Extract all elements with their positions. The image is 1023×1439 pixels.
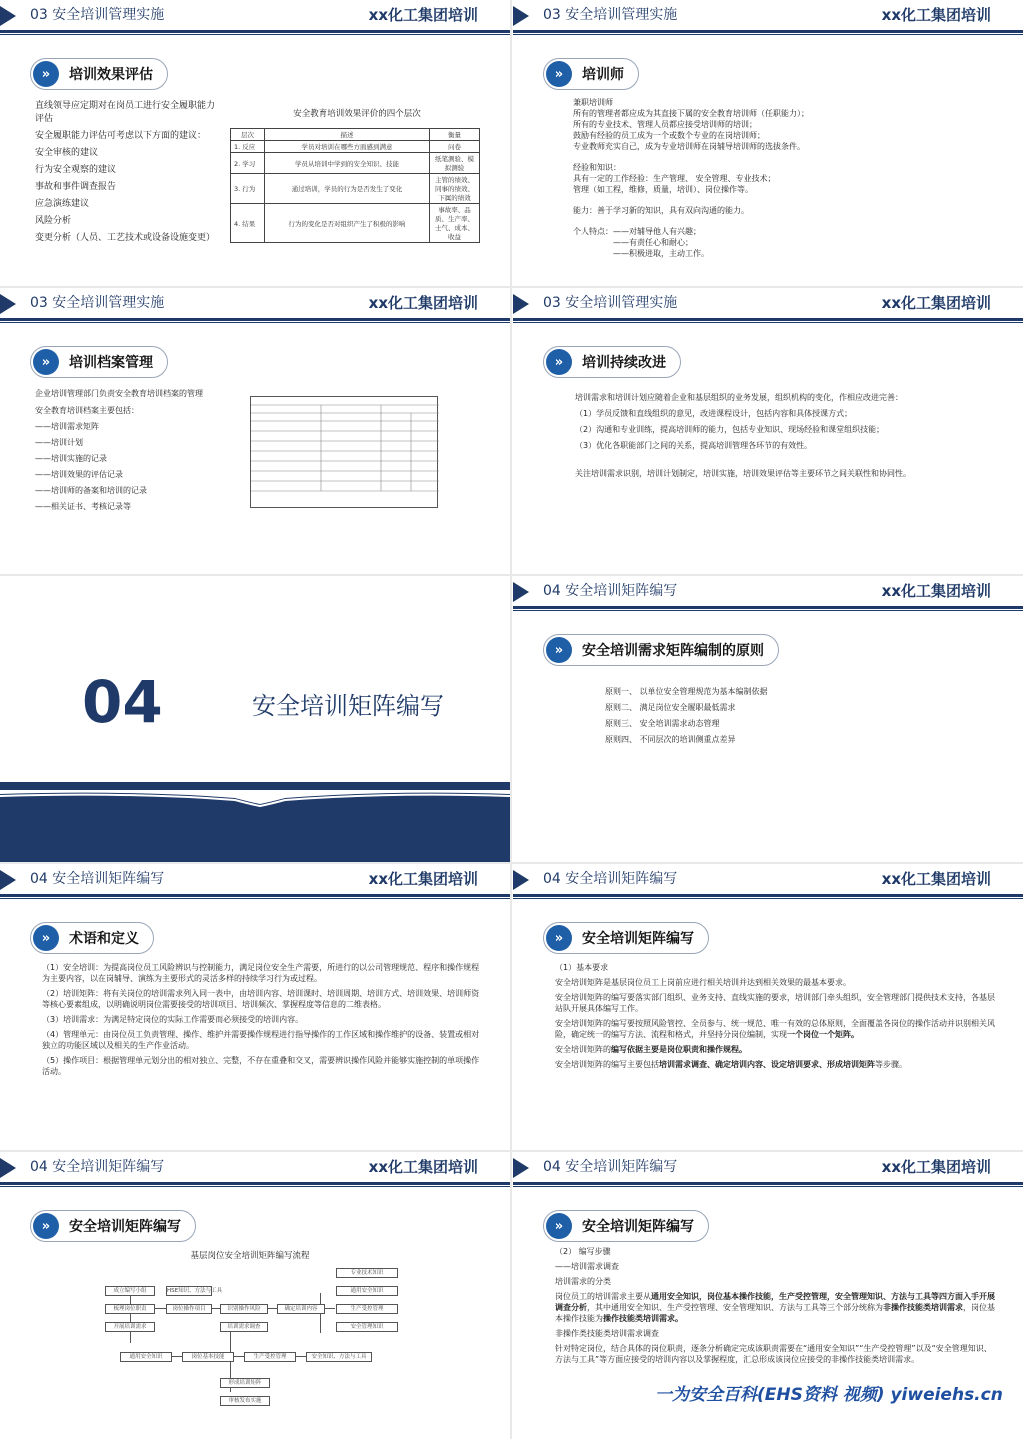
grid-divider-horizontal: [0, 1150, 1023, 1152]
topic-title: 安全培训需求矩阵编制的原则: [582, 643, 764, 659]
topic-pill: [543, 346, 681, 378]
topic-pill: [543, 922, 709, 954]
line: 经验和知识：: [573, 163, 621, 172]
para-text: 等步骤。: [875, 1060, 907, 1069]
line: ——培训计划: [35, 438, 83, 447]
subheading: （1）基本要求: [555, 963, 609, 972]
header-rule-thin: [513, 34, 1023, 35]
header-corner-icon: [513, 1158, 529, 1178]
grid-divider-horizontal: [0, 286, 1023, 288]
flow-box: 岗位基本技能: [182, 1352, 234, 1362]
para-emphasis: 非操作技能类培训需求: [883, 1303, 963, 1312]
table-header-cell: 衡量: [430, 129, 480, 141]
header-rule-thin: [0, 898, 510, 899]
header-rule: [513, 1182, 1023, 1185]
table-cell: 通过培训，学员的行为是否发生了变化: [265, 174, 430, 204]
line: 专业教师充实自己，成为专业培训师在岗辅导培训师的选拔条件。: [573, 142, 805, 151]
line: ——相关证书、考核记录等: [35, 502, 131, 511]
line: ——培训需求矩阵: [35, 422, 99, 431]
principle-item: 原则二、 满足岗位安全履职最低需求: [605, 703, 736, 712]
header-rule-thin: [0, 322, 510, 323]
table-cell: 2. 学习: [231, 153, 265, 174]
section-title: 03 安全培训管理实施: [30, 7, 165, 23]
para: 安全培训矩阵的编写要落实部门组织、业务支持、直线实施的要求，培训部门牵头组织，安全管理部门提供技术支持，各基层站队开展具体编写工作。: [555, 993, 995, 1013]
header-rule-thin: [0, 34, 510, 35]
table-header-cell: 层次: [231, 129, 265, 141]
slide-2[interactable]: [513, 0, 1023, 286]
flow-box: 开展培训需求: [105, 1322, 155, 1332]
table-row: [231, 174, 480, 204]
para-text: ，岗位基本操作技能为: [555, 1303, 995, 1323]
table-cell: 事故率、品质、生产率、士气、成本、收益: [430, 204, 480, 243]
line: 变更分析（人员、工艺技术或设备设施变更）: [35, 233, 216, 243]
double-chevron-icon: »: [546, 61, 572, 87]
section-title: 04 安全培训矩阵编写: [30, 871, 165, 887]
line: ——培训效果的评估记录: [35, 470, 123, 479]
flow-box: 通用安全知识: [336, 1286, 398, 1296]
header-corner-icon: [0, 6, 16, 26]
grid-divider-horizontal: [0, 574, 1023, 576]
table-title: 安全教育培训效果评价的四个层次: [293, 109, 421, 119]
definition-para: （3）培训需求：为满足特定岗位的实际工作需要而必须接受的培训内容。: [42, 1015, 304, 1024]
header-rule-thin: [513, 1186, 1023, 1187]
topic-pill: [30, 58, 168, 90]
line: （2） 编写步骤: [555, 1247, 611, 1256]
header-rule: [0, 30, 510, 33]
traits-block: [573, 226, 993, 259]
flowchart: [0, 1152, 510, 1438]
topic-pill: [543, 634, 779, 666]
header-rule-thin: [513, 322, 1023, 323]
line: 企业培训管理部门负责安全教育培训档案的管理: [35, 389, 203, 398]
flow-box: HSE知识、方法与工具: [167, 1288, 223, 1294]
record-form-lines: [251, 397, 439, 509]
flow-box: 生产受控管理: [336, 1304, 398, 1314]
double-chevron-icon: »: [33, 61, 59, 87]
para-text: 安全培训矩阵的编写主要包括: [555, 1060, 659, 1069]
grid-divider-vertical: [510, 0, 512, 1439]
table-row: [231, 141, 480, 153]
double-chevron-icon: »: [546, 925, 572, 951]
section-title: 03 安全培训管理实施: [543, 7, 678, 23]
table-cell: 3. 行为: [231, 174, 265, 204]
header-rule: [0, 894, 510, 897]
line: ——培训师的备案和培训的记录: [35, 486, 147, 495]
line: 非操作类技能类培训需求调查: [555, 1329, 659, 1338]
topic-title: 培训师: [582, 67, 624, 83]
brand-title: xx化工集团培训: [881, 6, 991, 24]
topic-pill: [30, 346, 168, 378]
section-title: 04 安全培训矩阵编写: [543, 871, 678, 887]
brand-title: xx化工集团培训: [881, 1158, 991, 1176]
section-title: 04 安全培训矩阵编写: [543, 1159, 678, 1175]
flow-box: 识别操作风险: [220, 1304, 268, 1314]
brand-title: xx化工集团培训: [368, 6, 478, 24]
topic-pill: [543, 1210, 709, 1242]
para-emphasis: 操作技能类培训需求。: [603, 1314, 683, 1323]
para: 安全培训矩阵是基层岗位员工上岗前应进行相关培训并达到相关效果的最基本要求。: [555, 978, 851, 987]
table-cell: 4. 结果: [231, 204, 265, 243]
line: （3）优化各职能部门之间的关系，提高培训管理各环节的有效性。: [575, 441, 813, 450]
table-header-cell: 描述: [265, 129, 430, 141]
slide-9[interactable]: [0, 1152, 510, 1438]
para: [555, 1018, 995, 1040]
para: [555, 1291, 995, 1324]
table-cell: 主管的绩效、同事的绩效、下属的绩效: [430, 174, 480, 204]
brand-title: xx化工集团培训: [881, 582, 991, 600]
table-row: [231, 204, 480, 243]
brand-title: xx化工集团培训: [368, 294, 478, 312]
line: 行为安全观察的建议: [35, 165, 117, 175]
slide-3[interactable]: [0, 288, 510, 574]
line: ——积极进取，主动工作。: [613, 249, 709, 258]
header-corner-icon: [513, 6, 529, 26]
para-emphasis: 通用安全知识，岗位基本操作技能，生产受控管理，安全管理知识、方法与工具等四方面入手开展调查分析: [555, 1292, 995, 1312]
double-chevron-icon: »: [546, 1213, 572, 1239]
para-text: 安全培训矩阵的: [555, 1045, 611, 1054]
line: 关注培训需求识别，培训计划制定，培训实施，培训效果评估等主要环节之间关联性和协同性。: [575, 469, 911, 478]
line: 具有一定的工作经验：生产管理、 安全管理、专业技术；: [573, 174, 776, 183]
para-emphasis: 一个岗位一个矩阵。: [787, 1030, 859, 1039]
table-cell: 1. 反应: [231, 141, 265, 153]
table-cell: 纸笔测验、模拟测验: [430, 153, 480, 174]
double-chevron-icon: »: [33, 349, 59, 375]
section-cover-title: 安全培训矩阵编写: [252, 692, 444, 720]
topic-title: 安全培训矩阵编写: [582, 1219, 694, 1235]
topic-title: 培训效果评估: [69, 67, 153, 83]
principle-item: 原则四、 不同层次的培训侧重点差异: [605, 735, 736, 744]
flow-box: 安全管理知识: [336, 1322, 398, 1332]
para-text: 岗位员工的培训需求主要从: [555, 1292, 651, 1301]
line: （2）沟通和专业训练，提高培训师的能力，包括专业知识、现场经验和课堂组织技能；: [575, 425, 885, 434]
flow-box: 培训需求调查: [220, 1322, 268, 1332]
line: 安全教育培训档案主要包括：: [35, 406, 139, 415]
record-form-image: [250, 396, 438, 508]
section-number: 04: [82, 668, 163, 736]
header-rule-thin: [513, 898, 1023, 899]
header-rule: [513, 606, 1023, 609]
header-corner-icon: [513, 294, 529, 314]
line: 培训需求和培训计划应随着企业和基层组织的业务发展，组织机构的变化，作相应改进完善：: [575, 393, 903, 402]
topic-pill: [543, 58, 639, 90]
slide-4[interactable]: [513, 288, 1023, 574]
body-text: [575, 390, 995, 482]
flow-box: 安全知识、方法与工具: [306, 1352, 372, 1362]
line: 事故和事件调查报告: [35, 182, 117, 192]
brand-title: xx化工集团培训: [881, 870, 991, 888]
para: [555, 1059, 995, 1070]
topic-title: 术语和定义: [69, 931, 139, 947]
principle-item: 原则一、 以单位安全管理规范为基本编制依据: [605, 687, 768, 696]
header-rule: [0, 318, 510, 321]
slide-8[interactable]: [513, 864, 1023, 1150]
flow-box: 岗位操作项目: [166, 1304, 212, 1314]
flow-box: 专业技术知识: [336, 1268, 398, 1278]
section-title: 04 安全培训矩阵编写: [30, 1159, 165, 1175]
double-chevron-icon: »: [33, 1213, 59, 1239]
topic-title: 培训档案管理: [69, 355, 153, 371]
line: 应急演练建议: [35, 199, 90, 209]
flow-box: 确定培训内容: [277, 1304, 325, 1314]
line: 兼职培训师: [573, 98, 613, 107]
header-corner-icon: [0, 870, 16, 890]
table-cell: 学员从培训中学到的安全知识、技能: [265, 153, 430, 174]
brand-title: xx化工集团培训: [368, 1158, 478, 1176]
header-rule: [513, 318, 1023, 321]
line: ——培训需求调查: [555, 1262, 619, 1271]
table-header-row: [231, 129, 480, 141]
principle-item: 原则三、 安全培训需求动态管理: [605, 719, 720, 728]
line: 安全履职能力评估可考虑以下方面的建议：: [35, 131, 207, 141]
line: 所有的管理者都应成为其直接下属的安全教育培训师（任职能力）；: [573, 109, 809, 118]
slide-5[interactable]: [0, 576, 510, 862]
line: （1）学员反馈和直线组织的意见，改进课程设计，包括内容和具体授课方式；: [575, 409, 853, 418]
topic-title: 安全培训矩阵编写: [69, 1219, 181, 1235]
line: ——对辅导他人有兴趣；: [613, 227, 701, 236]
table-row: [231, 153, 480, 174]
definition-para: （1）安全培训：为提高岗位员工风险辨识与控制能力，满足岗位安全生产需要，所进行的以公司管理规范、程序和操作规程为主要内容，以在岗辅导、演练为主要形式的灵活多样的持续学习行为或过程。: [42, 963, 480, 983]
header-rule-thin: [513, 610, 1023, 611]
table-cell: 学员对培训在哪些方面感到满意: [265, 141, 430, 153]
line: 鼓励有经验的员工成为一个或数个专业的在岗培训师；: [573, 131, 765, 140]
para: [555, 1044, 995, 1055]
para-text: ，其中通用安全知识、生产受控管理、安全管理知识、方法与工具等三个部分统称为: [587, 1303, 883, 1312]
table-cell: 问卷: [430, 141, 480, 153]
topic-pill: [30, 922, 154, 954]
flow-connector: [130, 1293, 131, 1343]
flow-box: 成立编写小组: [105, 1286, 155, 1296]
section-title: 03 安全培训管理实施: [543, 295, 678, 311]
body-text: [35, 100, 220, 249]
line: 能力：善于学习新的知识，具有双向沟通的能力。: [573, 206, 749, 215]
topic-title: 安全培训矩阵编写: [582, 931, 694, 947]
section-title: 03 安全培训管理实施: [30, 295, 165, 311]
slide-6[interactable]: [513, 576, 1023, 862]
definition-para: （2）培训矩阵：将有关岗位的培训需求列入同一表中，由培训内容、培训课时、培训周期、培训方式、培训效果、培训师资等核心要素组成，以明确说明岗位需要接受的培训项目、培训频次、掌握程度等信息的二维表格。: [42, 989, 480, 1009]
flow-box: 审核发布实施: [220, 1396, 270, 1406]
slide-7[interactable]: [0, 864, 510, 1150]
header-corner-icon: [513, 870, 529, 890]
double-chevron-icon: »: [33, 925, 59, 951]
requirements-text: [555, 962, 995, 1074]
brand-title: xx化工集团培训: [368, 870, 478, 888]
line: 管理（如工程，维修，质量，培训）、岗位操作等。: [573, 185, 753, 194]
line: 直线领导应定期对在岗员工进行安全履职能力评估: [35, 101, 216, 124]
para-emphasis: 培训需求调查、确定培训内容、设定培训要求、形成培训矩阵: [659, 1060, 875, 1069]
line: ——有责任心和耐心；: [613, 238, 693, 247]
table-cell: 行为的变化是否对组织产生了积极的影响: [265, 204, 430, 243]
double-chevron-icon: »: [546, 637, 572, 663]
double-chevron-icon: »: [546, 349, 572, 375]
flow-box: 通用安全知识: [120, 1352, 172, 1362]
topic-title: 培训持续改进: [582, 355, 666, 371]
line: 风险分析: [35, 216, 72, 226]
body-text: [35, 388, 215, 515]
line: ——培训实施的记录: [35, 454, 107, 463]
header-corner-icon: [513, 582, 529, 602]
header-corner-icon: [0, 294, 16, 314]
brand-title: xx化工集团培训: [881, 294, 991, 312]
para-text: 安全培训矩阵的编写要按照风险管控、全员参与、统一规范、唯一有效的总体原则，全面覆盖各岗位的操作活动并识别相关风险，确定统一的编写方法、流程和格式，并坚持分岗位编制，实现: [555, 1019, 995, 1039]
principles-list: [605, 684, 985, 748]
flow-title: 基层岗位安全培训矩阵编写流程: [190, 1251, 310, 1261]
grid-divider-horizontal: [0, 862, 1023, 864]
watermark-text: 一为安全百科(EHS资料 视频) yiweiehs.cn: [655, 1385, 1003, 1405]
definition-para: （5）操作项目：根据管理单元划分出的相对独立、完整，不存在重叠和交叉，需要辨识操作风险并能够实施控制的单项操作活动。: [42, 1056, 480, 1076]
flow-box: 生产受控管理: [244, 1352, 296, 1362]
para: 针对特定岗位，结合具体的岗位职责，逐条分析确定完成该职责需要在“通用安全知识”“生产受控管理”以及“安全管理知识、方法与工具”等方面应接受的培训内容以及掌握程度，汇总形成该岗位应接受的非操作技能类培训需求。: [555, 1344, 992, 1364]
flow-box: 形成培训矩阵: [220, 1378, 270, 1388]
line: 安全审核的建议: [35, 148, 99, 158]
definitions-text: [42, 962, 482, 1081]
flow-box: 梳理岗位职责: [105, 1304, 155, 1314]
slide-1[interactable]: [0, 0, 510, 286]
evaluation-table: [230, 128, 480, 243]
definition-para: （4）管理单元：由岗位员工负责管理、操作、维护并需要操作规程进行指导操作的工作区域和操作维护的设备、装置或相对独立的功能区域以及相关的生产作业活动。: [42, 1030, 480, 1050]
line: 所有的专业技术、管理人员都应接受培训师的培训；: [573, 120, 757, 129]
section-title: 04 安全培训矩阵编写: [543, 583, 678, 599]
traits-label: 个人特点：: [573, 227, 613, 236]
header-rule: [513, 30, 1023, 33]
steps-text: [555, 1246, 995, 1369]
header-rule: [513, 894, 1023, 897]
line: 培训需求的分类: [555, 1277, 611, 1286]
body-text: [573, 97, 993, 259]
book-graphic: [0, 772, 510, 862]
para-emphasis: 编写依据主要是岗位职责和操作规程。: [611, 1045, 747, 1054]
